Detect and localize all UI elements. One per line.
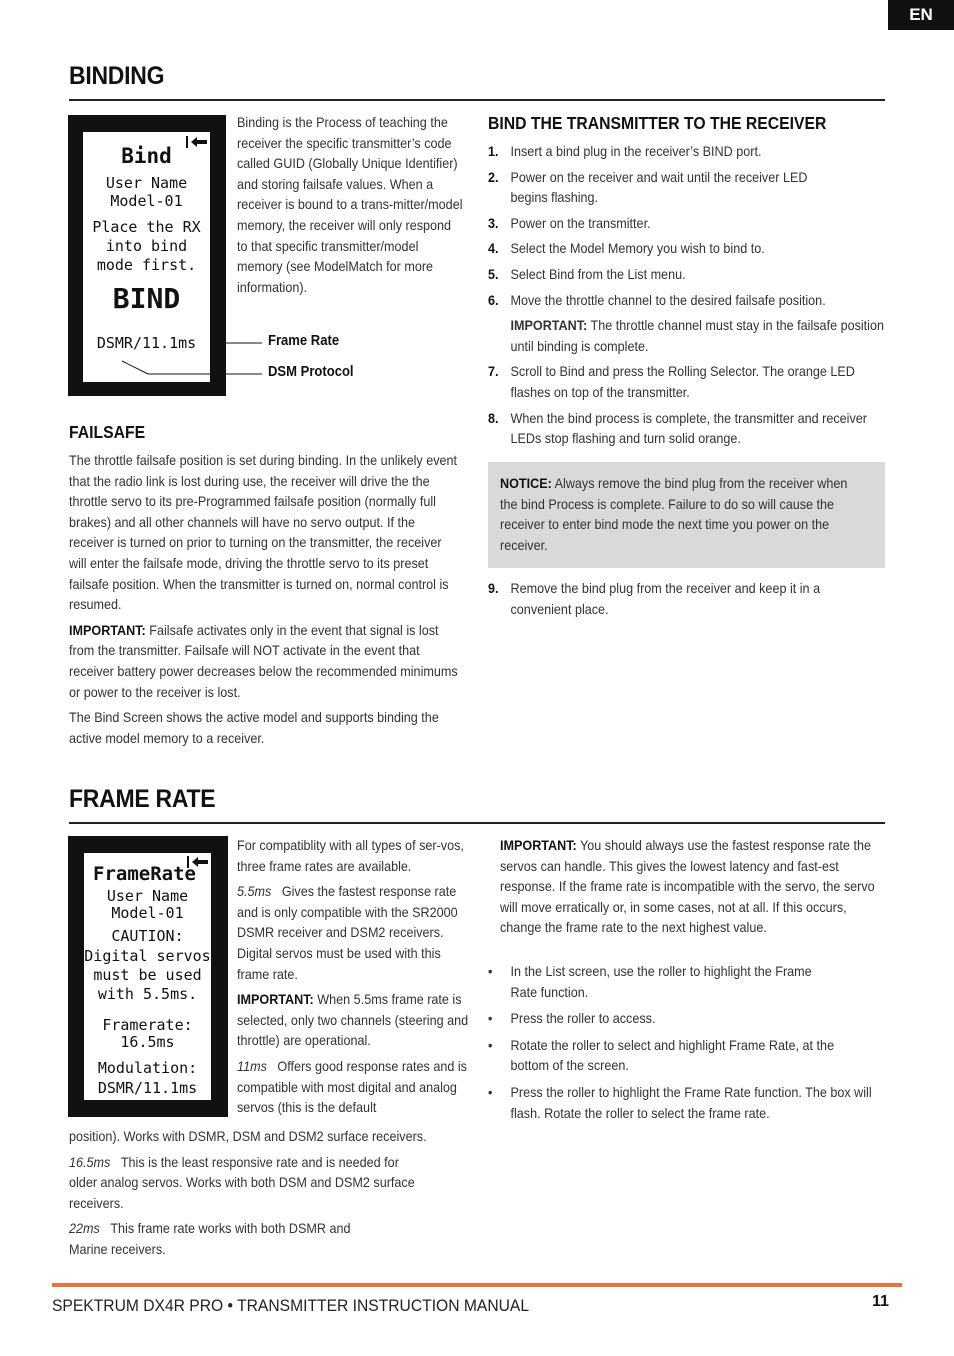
list-item: 8. When the bind process is complete, the transmitter and receiver LEDs stop flashing and turn solid orange. (488, 409, 867, 447)
list-item: • Press the roller to highlight the Frame Rate function. The box will flash. Rotate the roller to select the frame rate. (488, 1083, 872, 1121)
list-item: 5. Select Bind from the List menu. (488, 265, 686, 282)
list-item: • Rotate the roller to select and highlight Frame Rate, at the bottom of the screen. (488, 1036, 835, 1074)
bind-steps-list (488, 141, 884, 454)
frame-rate-screen-line: User Name (106, 887, 189, 905)
footer-bar (52, 1283, 902, 1287)
failsafe-heading: FAILSAFE (69, 422, 146, 442)
list-item: • Press the roller to access. (488, 1010, 656, 1027)
rate-5-5: 5.5ms Gives the fastest response rate and is only compatible with the SR2000 DSMR receiver and DSM2 receivers. Digital servos must be used with this frame rate. (237, 883, 458, 982)
frame-rate-important (500, 835, 883, 938)
list-item: 1. Insert a bind plug in the receiver’s BIND port. (488, 143, 762, 159)
frame-rate-screen-title: FrameRate (93, 863, 196, 885)
frame-rate-screen-value: DSMR/11.1ms (97, 1079, 198, 1097)
rate-important: IMPORTANT: When 5.5ms frame rate is selected, only two channels (steering and throttle) are operational. (237, 991, 469, 1049)
list-item: 7. Scroll to Bind and press the Rolling Selector. The orange LED flashes on top of the transmitter. (488, 363, 855, 400)
important-text: You should always use the fastest response rate the servos can handle. This gives the lowest latency and fast-est response. If the frame rate is incompatible with the servo, the servo will move erratically or, in some cases, not at all. If this occurs, change the frame rate to the next highest value. (500, 837, 875, 936)
bind-steps-list-cont (488, 578, 871, 624)
list-item: 2. Power on the receiver and wait until the receiver LED begins flashing. (488, 168, 808, 206)
binding-heading: BINDING (69, 62, 165, 90)
frame-rate-screen (68, 836, 228, 1117)
rate-11-cont: position). Works with DSMR, DSM and DSM2 surface receivers. (69, 1128, 427, 1144)
important-text: Failsafe activates only in the event that signal is lost from the transmitter. Failsafe will NOT activate in the event that receiver battery power decreases below the recommended minimums or power to the receiver is lost. (69, 621, 458, 700)
failsafe-important (69, 620, 458, 702)
rate-11: 11ms Offers good response rates and is compatible with most digital and analog servos (this is the default (237, 1057, 467, 1116)
frame-rate-screen-line: Model-01 (111, 904, 184, 922)
failsafe-paragraph: The throttle failsafe position is set during binding. In the unlikely event that the radio link is lost during use, the receiver will drive the the throttle servo to its pre-Programmed failsafe position (normally full brakes) and all other channels will have no servo output. If the receiver is turned on prior to turning on the transmitter, the receiver will enter the failsafe mode, driving the throttle servo to its preset failsafe position. When the transmitter is turned on, normal control is resumed. (69, 452, 458, 613)
language-tab: EN (888, 0, 954, 30)
rate-label: 5.5ms (237, 883, 272, 900)
list-item: 9. Remove the bind plug from the receiver and keep it in a convenient place. (488, 580, 821, 617)
list-item: 6. Move the throttle channel to the desired failsafe position. (488, 291, 826, 308)
notice-text (500, 473, 860, 555)
rate-16-5: 16.5ms This is the least responsive rate and is needed for older analog servos. Works with both DSM and DSM2 surface receivers. (69, 1153, 415, 1211)
binding-rule (69, 99, 885, 101)
frame-rate-screen-line: Modulation: (97, 1059, 198, 1077)
bind-screen-line: mode first. (96, 256, 197, 274)
list-item: 3. Power on the transmitter. (488, 214, 651, 231)
list-item-note: IMPORTANT: The throttle channel must stay in the failsafe position until binding is complete. (510, 317, 885, 354)
frame-rate-left-text (237, 835, 469, 1118)
binding-intro: Binding is the Process of teaching the receiver the specific transmitter’s code called GUID (Globally Unique Identifier) and storing failsafe values. When a receiver is bound to a trans-mitter/model memory, the receiver will only respond to that specific transmitter/model memory (see ModelMatch for more information). (237, 114, 463, 295)
rate-22: 22ms This frame rate works with both DSMR and Marine receivers. (69, 1220, 351, 1257)
failsafe-paragraph: The Bind Screen shows the active model and supports binding the active model memory to a receiver. (69, 709, 439, 746)
bind-screen-protocol: DSMR/11.1ms (96, 334, 197, 352)
list-item: • In the List screen, use the roller to highlight the Frame Rate function. (488, 963, 812, 1000)
callout-dsm-protocol: DSM Protocol (268, 364, 354, 380)
frame-rate-intro: For compatiblity with all types of ser-vos, three frame rates are available. (237, 837, 464, 874)
frame-rate-screen-line: with 5.5ms. (97, 985, 198, 1003)
frame-rate-screen-line: CAUTION: (111, 927, 184, 945)
rate-label: 16.5ms (69, 1153, 111, 1170)
bind-screen-big-label: BIND (112, 282, 181, 315)
frame-rate-screen-value: 16.5ms (120, 1033, 175, 1051)
frame-rate-screen-line: must be used (93, 966, 202, 984)
bind-screen-line: Place the RX (92, 218, 201, 236)
frame-rate-screen-line: Framerate: (102, 1016, 193, 1034)
important-label: IMPORTANT: (69, 621, 146, 638)
bind-screen-line: User Name (105, 174, 188, 192)
frame-rate-left-text-cont (69, 1126, 465, 1265)
callout-lines (120, 335, 265, 380)
footer-title: SPEKTRUM DX4R PRO • TRANSMITTER INSTRUCTION MANUAL (52, 1296, 530, 1315)
callout-frame-rate: Frame Rate (268, 333, 340, 349)
frame-rate-screen-line: Digital servos (84, 947, 211, 965)
bind-screen-line: Model-01 (110, 192, 183, 210)
rate-label: 11ms (237, 1057, 267, 1074)
bind-screen-title: Bind (121, 144, 172, 168)
rate-label: 22ms (69, 1220, 100, 1237)
frame-rate-heading: FRAME RATE (69, 785, 216, 813)
page-number: 11 (872, 1293, 889, 1310)
bind-steps-heading: BIND THE TRANSMITTER TO THE RECEIVER (488, 113, 827, 133)
important-label: IMPORTANT: (500, 837, 577, 853)
bind-screen-line: into bind (105, 237, 188, 255)
notice-label: NOTICE: (500, 475, 552, 491)
frame-rate-bullets (488, 961, 880, 1129)
failsafe-body (69, 450, 458, 753)
frame-rate-rule (69, 822, 885, 824)
list-item: 4. Select the Model Memory you wish to bind to. (488, 240, 765, 257)
notice-body: Always remove the bind plug from the receiver when the bind Process is complete. Failure to do so will cause the receiver to enter bind mode the next time you power on the receiver. (500, 475, 848, 553)
